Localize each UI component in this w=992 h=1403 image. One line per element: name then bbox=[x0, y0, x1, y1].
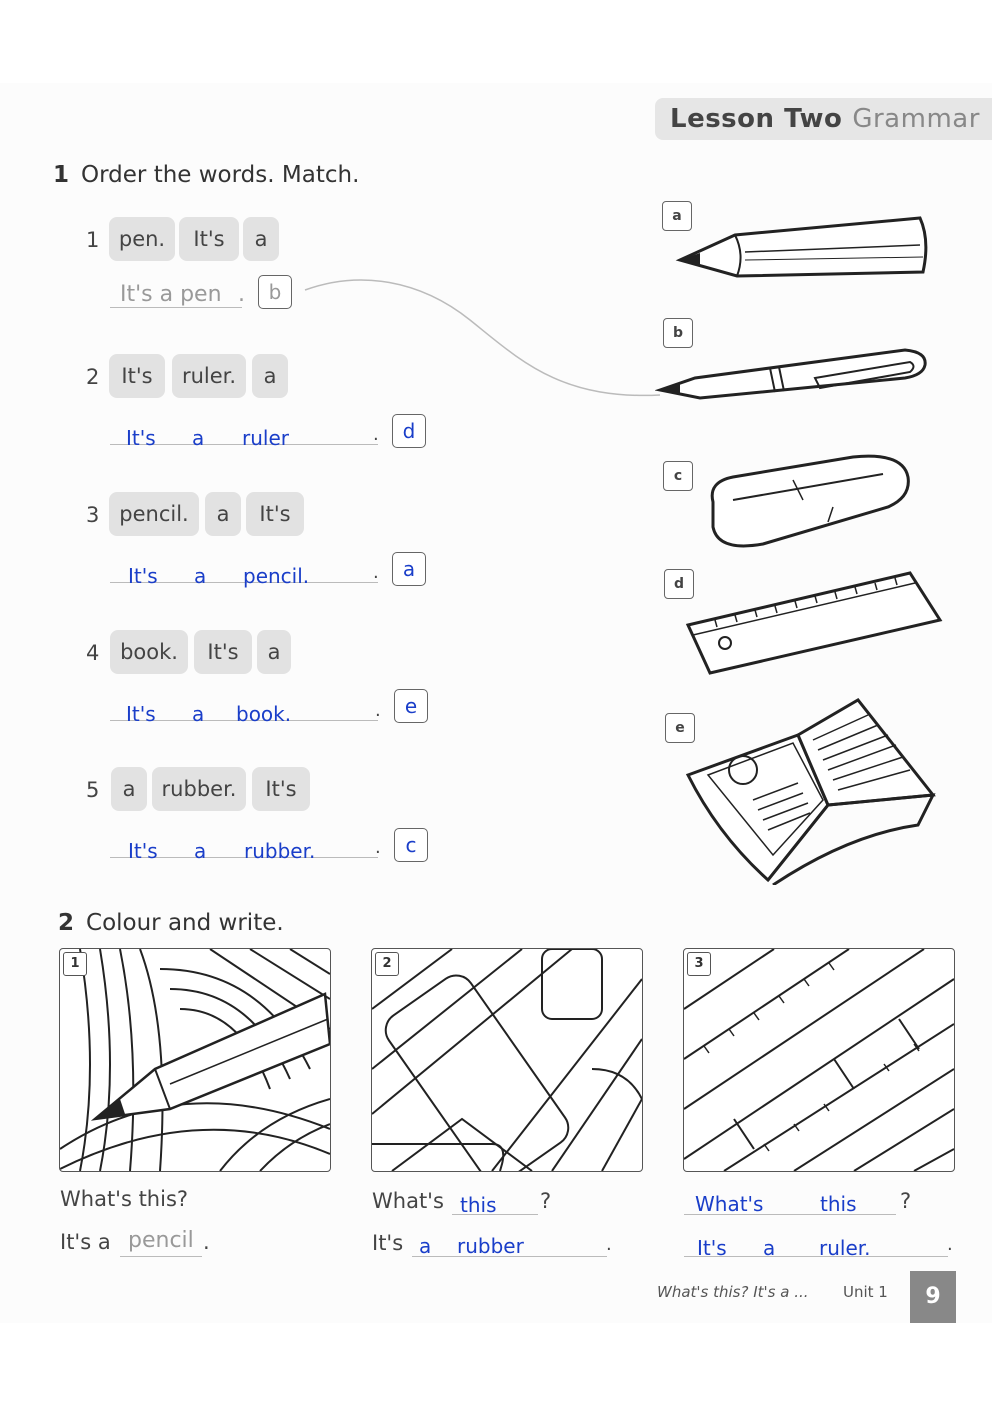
answer-word: a bbox=[194, 839, 207, 863]
answer-word: a bbox=[192, 426, 205, 450]
answer-word: It's bbox=[126, 702, 156, 726]
word-chip[interactable]: ruler. bbox=[172, 354, 246, 398]
pencil-colouring-pattern bbox=[60, 949, 330, 1171]
answer-word: a bbox=[192, 702, 205, 726]
answer-word: It's bbox=[697, 1236, 727, 1260]
section2-instruction: Colour and write. bbox=[86, 910, 284, 936]
match-box[interactable]: b bbox=[258, 275, 292, 309]
answer-word: ruler. bbox=[819, 1236, 871, 1260]
page-number-badge: 9 bbox=[910, 1271, 956, 1323]
section1-instruction: Order the words. Match. bbox=[81, 162, 360, 188]
picture-label: c bbox=[663, 461, 693, 491]
answer-period: . bbox=[203, 1230, 210, 1254]
picture-label: d bbox=[664, 569, 694, 599]
word-chip[interactable]: It's bbox=[252, 767, 310, 811]
answer-text: It's a pen bbox=[120, 282, 222, 307]
question-text: What's this? bbox=[60, 1187, 189, 1211]
answer-period: . bbox=[373, 562, 379, 583]
answer-period: . bbox=[606, 1234, 612, 1255]
answer-prefix: It's bbox=[372, 1231, 404, 1255]
answer-word: a bbox=[419, 1234, 432, 1258]
footer-unit: Unit 1 bbox=[843, 1283, 888, 1301]
word-chip[interactable]: It's bbox=[179, 217, 239, 261]
section2-number: 2 bbox=[58, 910, 75, 936]
word-chip[interactable]: a bbox=[257, 630, 291, 674]
picture-label: e bbox=[665, 713, 695, 743]
match-box[interactable]: c bbox=[394, 828, 428, 862]
answer-word: It's bbox=[126, 426, 156, 450]
answer-period: . bbox=[947, 1234, 953, 1255]
section1-number: 1 bbox=[53, 162, 70, 188]
answer-word: a bbox=[194, 564, 207, 588]
section2-title bbox=[58, 910, 284, 936]
picture-label: a bbox=[662, 201, 692, 231]
item-number: 3 bbox=[86, 503, 100, 527]
item-number: 1 bbox=[86, 228, 100, 252]
question-prefix: What's bbox=[372, 1189, 444, 1213]
word-chip[interactable]: a bbox=[252, 354, 288, 398]
word-chip[interactable]: rubber. bbox=[152, 767, 246, 811]
rubber-illustration bbox=[703, 452, 918, 552]
answer-word: It's bbox=[128, 839, 158, 863]
match-box[interactable]: a bbox=[392, 552, 426, 586]
word-chip[interactable]: It's bbox=[109, 354, 165, 398]
question-mark: ? bbox=[900, 1189, 912, 1213]
pen-illustration bbox=[655, 340, 935, 405]
item-number: 4 bbox=[86, 641, 100, 665]
pencil-illustration bbox=[675, 210, 935, 285]
match-box[interactable]: d bbox=[392, 414, 426, 448]
colour-panel-3[interactable] bbox=[683, 948, 955, 1172]
colour-panel-2[interactable] bbox=[371, 948, 643, 1172]
colour-panel-1[interactable] bbox=[59, 948, 331, 1172]
answer-prefix: It's a bbox=[60, 1230, 111, 1254]
answer-word: rubber. bbox=[244, 839, 316, 863]
word-chip[interactable]: a bbox=[111, 767, 147, 811]
word-chip[interactable]: pencil. bbox=[109, 492, 199, 536]
answer-text: pencil bbox=[128, 1228, 194, 1253]
footer-caption: What's this? It's a ... bbox=[657, 1283, 809, 1301]
picture-label: b bbox=[663, 318, 693, 348]
item-number: 2 bbox=[86, 365, 100, 389]
answer-word: this bbox=[820, 1192, 857, 1216]
word-chip[interactable]: It's bbox=[246, 492, 304, 536]
word-chip[interactable]: book. bbox=[110, 630, 188, 674]
ruler-illustration bbox=[685, 565, 945, 675]
answer-word: a bbox=[763, 1236, 776, 1260]
answer-period: . bbox=[373, 424, 379, 445]
panel-number: 3 bbox=[687, 952, 711, 976]
lesson-topic: Grammar bbox=[852, 104, 980, 134]
ruler-colouring-pattern bbox=[684, 949, 954, 1171]
word-chip[interactable]: a bbox=[243, 217, 279, 261]
answer-word: What's bbox=[695, 1192, 764, 1216]
question-mark: ? bbox=[540, 1189, 552, 1213]
answer-word: this bbox=[460, 1193, 497, 1217]
rubber-colouring-pattern bbox=[372, 949, 642, 1171]
answer-period: . bbox=[375, 700, 381, 721]
answer-period: . bbox=[238, 282, 245, 307]
answer-word: It's bbox=[128, 564, 158, 588]
lesson-title: Lesson Two bbox=[670, 104, 843, 134]
book-illustration bbox=[678, 695, 943, 885]
word-chip[interactable]: It's bbox=[194, 630, 252, 674]
word-chip[interactable]: a bbox=[205, 492, 241, 536]
answer-period: . bbox=[375, 837, 381, 858]
panel-number: 1 bbox=[63, 952, 87, 976]
answer-word: ruler bbox=[242, 426, 289, 450]
answer-word: book. bbox=[236, 702, 292, 726]
item-number: 5 bbox=[86, 778, 100, 802]
panel-number: 2 bbox=[375, 952, 399, 976]
match-box[interactable]: e bbox=[394, 689, 428, 723]
word-chip[interactable]: pen. bbox=[109, 217, 175, 261]
answer-word: pencil. bbox=[243, 564, 310, 588]
answer-word: rubber bbox=[457, 1234, 524, 1258]
